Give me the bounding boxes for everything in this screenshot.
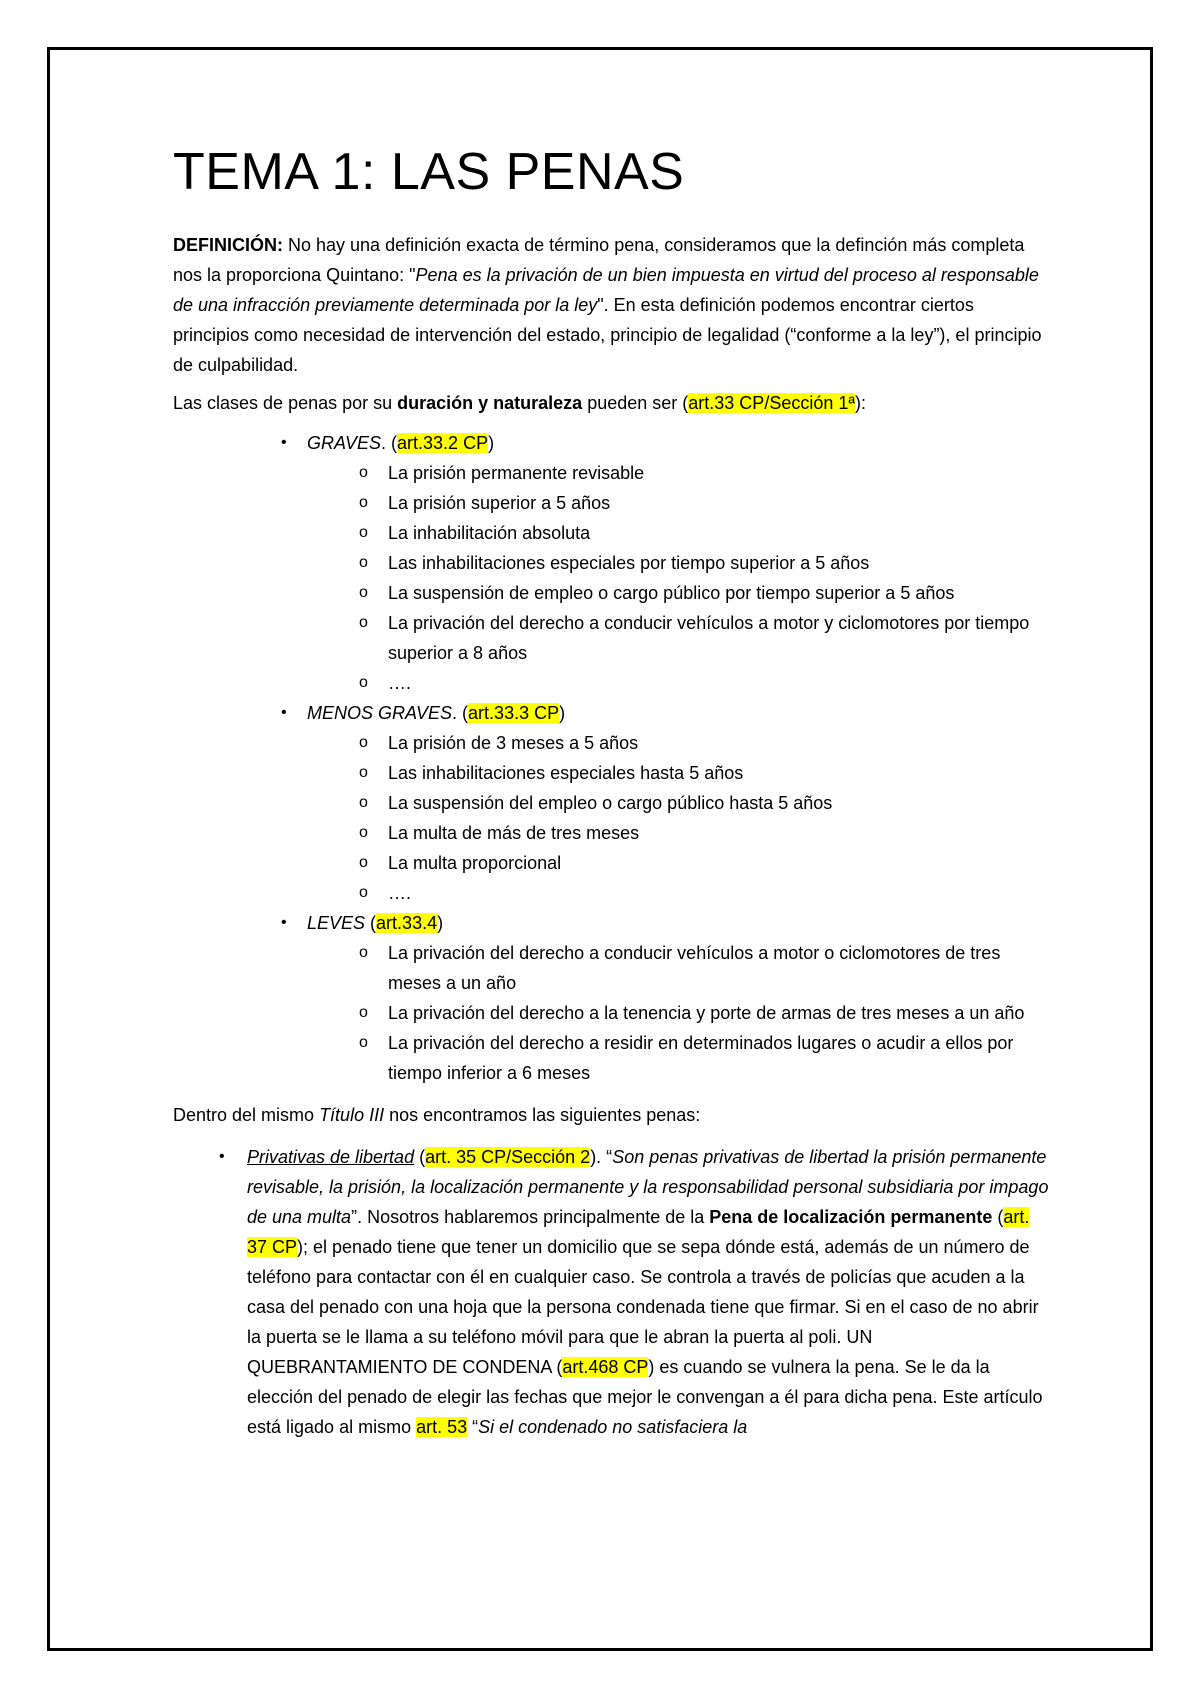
sub-bullet-icon: o (359, 524, 368, 541)
sub-bullet-icon: o (359, 944, 368, 961)
page-title: TEMA 1: LAS PENAS (173, 143, 685, 201)
list-item: o La prisión superior a 5 años (173, 488, 1053, 518)
list-item-graves: • GRAVES. (art.33.2 CP) (173, 428, 1053, 458)
list-item: o La inhabilitación absoluta (173, 518, 1053, 548)
sub-bullet-icon: o (359, 584, 368, 601)
sub-bullet-icon: o (359, 794, 368, 811)
article-ref: art.468 CP (562, 1357, 649, 1377)
list-item: o La privación del derecho a residir en determinados lugares o acudir a ellos por tiempo inferior a 6 meses (173, 1028, 1053, 1088)
sub-bullet-icon: o (359, 464, 368, 481)
sub-bullet-icon: o (359, 764, 368, 781)
bullet-icon: • (281, 914, 287, 931)
article-ref: art. 53 (416, 1417, 468, 1437)
bullet-icon: • (281, 704, 287, 721)
clases-list (173, 428, 1053, 1088)
list-item: o La privación del derecho a la tenencia y porte de armas de tres meses a un año (173, 998, 1053, 1028)
list-item: o Las inhabilitaciones especiales hasta 5 años (173, 758, 1053, 788)
sub-bullet-icon: o (359, 824, 368, 841)
penas-list (173, 1142, 1053, 1442)
article-ref: art.33.2 CP (397, 433, 489, 453)
list-item: o La privación del derecho a conducir vehículos a motor o ciclomotores de tres meses a un año (173, 938, 1053, 998)
sub-bullet-icon: o (359, 614, 368, 631)
list-item: o La prisión de 3 meses a 5 años (173, 728, 1053, 758)
dentro-paragraph: Dentro del mismo Título III nos encontramos las siguientes penas: (173, 1105, 701, 1125)
bullet-icon: • (219, 1148, 225, 1165)
sub-bullet-icon: o (359, 1034, 368, 1051)
list-item: o La multa de más de tres meses (173, 818, 1053, 848)
list-item: o …. (173, 878, 1053, 908)
article-ref: art. 37 CP (247, 1207, 1030, 1257)
sub-bullet-icon: o (359, 734, 368, 751)
list-item: o Las inhabilitaciones especiales por tiempo superior a 5 años (173, 548, 1053, 578)
list-item: o La suspensión del empleo o cargo público hasta 5 años (173, 788, 1053, 818)
list-item: o La suspensión de empleo o cargo público por tiempo superior a 5 años (173, 578, 1053, 608)
list-item-privativas: • Privativas de libertad (art. 35 CP/Sección 2). “Son penas privativas de libertad la prisión permanente revisable, la prisión, la localización permanente y la responsabilidad personal subsidiaria por impago de una multa”. Nosotros hablaremos principalmente de la Pena de localización permanente (art. 37 CP); el penado tiene que tener un domicilio que se sepa dónde está, además de un número de teléfono para contactar con él en cualquier caso. Se controla a través de policías que acuden a la casa del penado con una hoja que la persona condenada tiene que firmar. Si en el caso de no abrir la puerta se le llama a su teléfono móvil para que le abran la puerta al poli. UN QUEBRANTAMIENTO DE CONDENA (art.468 CP) es cuando se vulnera la pena. Se le da la elección del penado de elegir las fechas que mejor le convengan a él para dicha pena. Este artículo está ligado al mismo art. 53 “Si el condenado no satisfaciera la (173, 1142, 1053, 1442)
list-item-leves: • LEVES (art.33.4) (173, 908, 1053, 938)
list-item: o La multa proporcional (173, 848, 1053, 878)
sub-bullet-icon: o (359, 1004, 368, 1021)
sub-bullet-icon: o (359, 854, 368, 871)
list-item: o La prisión permanente revisable (173, 458, 1053, 488)
sub-bullet-icon: o (359, 674, 368, 691)
clases-paragraph: Las clases de penas por su duración y naturaleza pueden ser (art.33 CP/Sección 1ª): (173, 393, 867, 413)
sub-bullet-icon: o (359, 554, 368, 571)
list-item: o La privación del derecho a conducir vehículos a motor y ciclomotores por tiempo superior a 8 años (173, 608, 1053, 668)
article-ref: art.33.4 (376, 913, 438, 933)
article-ref: art.33 CP/Sección 1ª (688, 393, 856, 413)
article-ref: art.33.3 CP (468, 703, 560, 723)
sub-bullet-icon: o (359, 884, 368, 901)
bullet-icon: • (281, 434, 287, 451)
definition-paragraph: DEFINICIÓN: No hay una definición exacta de término pena, consideramos que la definción más completa nos la proporciona Quintano: "Pena es la privación de un bien impuesta en virtud del proceso al responsable de una infracción previamente determinada por la ley". En esta definición podemos encontrar ciertos principios como necesidad de intervención del estado, principio de legalidad (“conforme a la ley”), el principio de culpabilidad. (173, 235, 1042, 375)
article-ref: art. 35 CP/Sección 2 (425, 1147, 591, 1167)
list-item: o …. (173, 668, 1053, 698)
list-item-menos-graves: • MENOS GRAVES. (art.33.3 CP) (173, 698, 1053, 728)
document-body (173, 140, 1053, 1442)
sub-bullet-icon: o (359, 494, 368, 511)
